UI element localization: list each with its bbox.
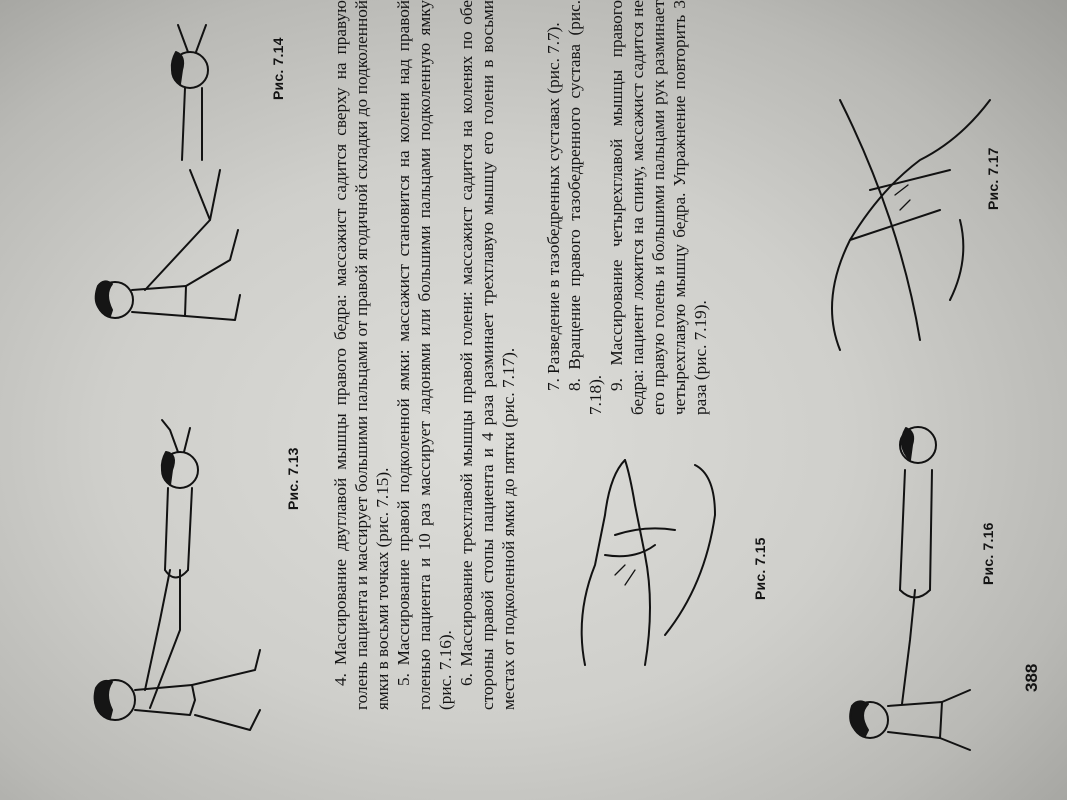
paragraph-6: 6. Массирование трехглавой мышцы правой голени: массажист садится на коленях по обе стороны правой стопы пациента и 4 раза разминает трехглавую мышцу его голени в восьми местах от подколенной ямки до пятки (рис. 7.17). xyxy=(457,0,518,710)
caption-number: 7.16 xyxy=(980,522,996,551)
paragraph-8: 8. Вращение правого тазобедренного сустава (рис. 7.18). xyxy=(565,0,605,415)
figure-7-14-illustration xyxy=(60,10,290,370)
paragraphs-4-6 xyxy=(330,0,519,710)
figure-7-13-caption xyxy=(285,447,301,510)
figure-7-17-caption xyxy=(985,147,1001,210)
paragraph-5: 5. Массирование правой подколенной ямки: массажист становится на колени над правой голенью пациента и 10 раз массирует ладонями или большими пальцами подколенную ямку (рис. 7.16). xyxy=(394,0,455,710)
figure-7-15-illustration xyxy=(565,445,740,675)
figure-7-16-illustration xyxy=(810,400,980,790)
paragraph-7: 7. Разведение в тазобедренных суставах (рис. 7.7). xyxy=(544,22,563,391)
caption-prefix: Рис. xyxy=(985,179,1001,210)
figure-7-14-caption xyxy=(270,37,286,100)
page-number: 388 xyxy=(1022,663,1041,692)
paragraph-4: 4. Массирование двуглавой мышцы правого бедра: массажист садится сверху на правую голень пациента и массирует большими пальцами от правой ягодичной складки до подколенной ямки в восьми точках (рис. 7.15). xyxy=(331,0,392,710)
caption-prefix: Рис. xyxy=(285,479,301,510)
caption-number: 7.13 xyxy=(285,447,301,476)
figure-7-15-caption xyxy=(752,537,768,600)
paragraph-9: 9. Массирование четырехглавой мышцы правого бедра: пациент ложится на спину, массажист садится не его правую голень и большими пальцами рук разминает четырехглавую мышцу бедра. Упражнение повторить 3 раза (рис. 7.19). xyxy=(607,0,710,415)
paragraphs-7-9 xyxy=(543,0,711,415)
figure-7-17-illustration xyxy=(800,70,1000,360)
figure-7-16-caption xyxy=(980,522,996,585)
caption-number: 7.17 xyxy=(985,147,1001,176)
caption-prefix: Рис. xyxy=(980,554,996,585)
caption-prefix: Рис. xyxy=(752,569,768,600)
caption-prefix: Рис. xyxy=(270,69,286,100)
caption-number: 7.14 xyxy=(270,37,286,66)
caption-number: 7.15 xyxy=(752,537,768,566)
figure-7-13-illustration xyxy=(60,410,290,770)
